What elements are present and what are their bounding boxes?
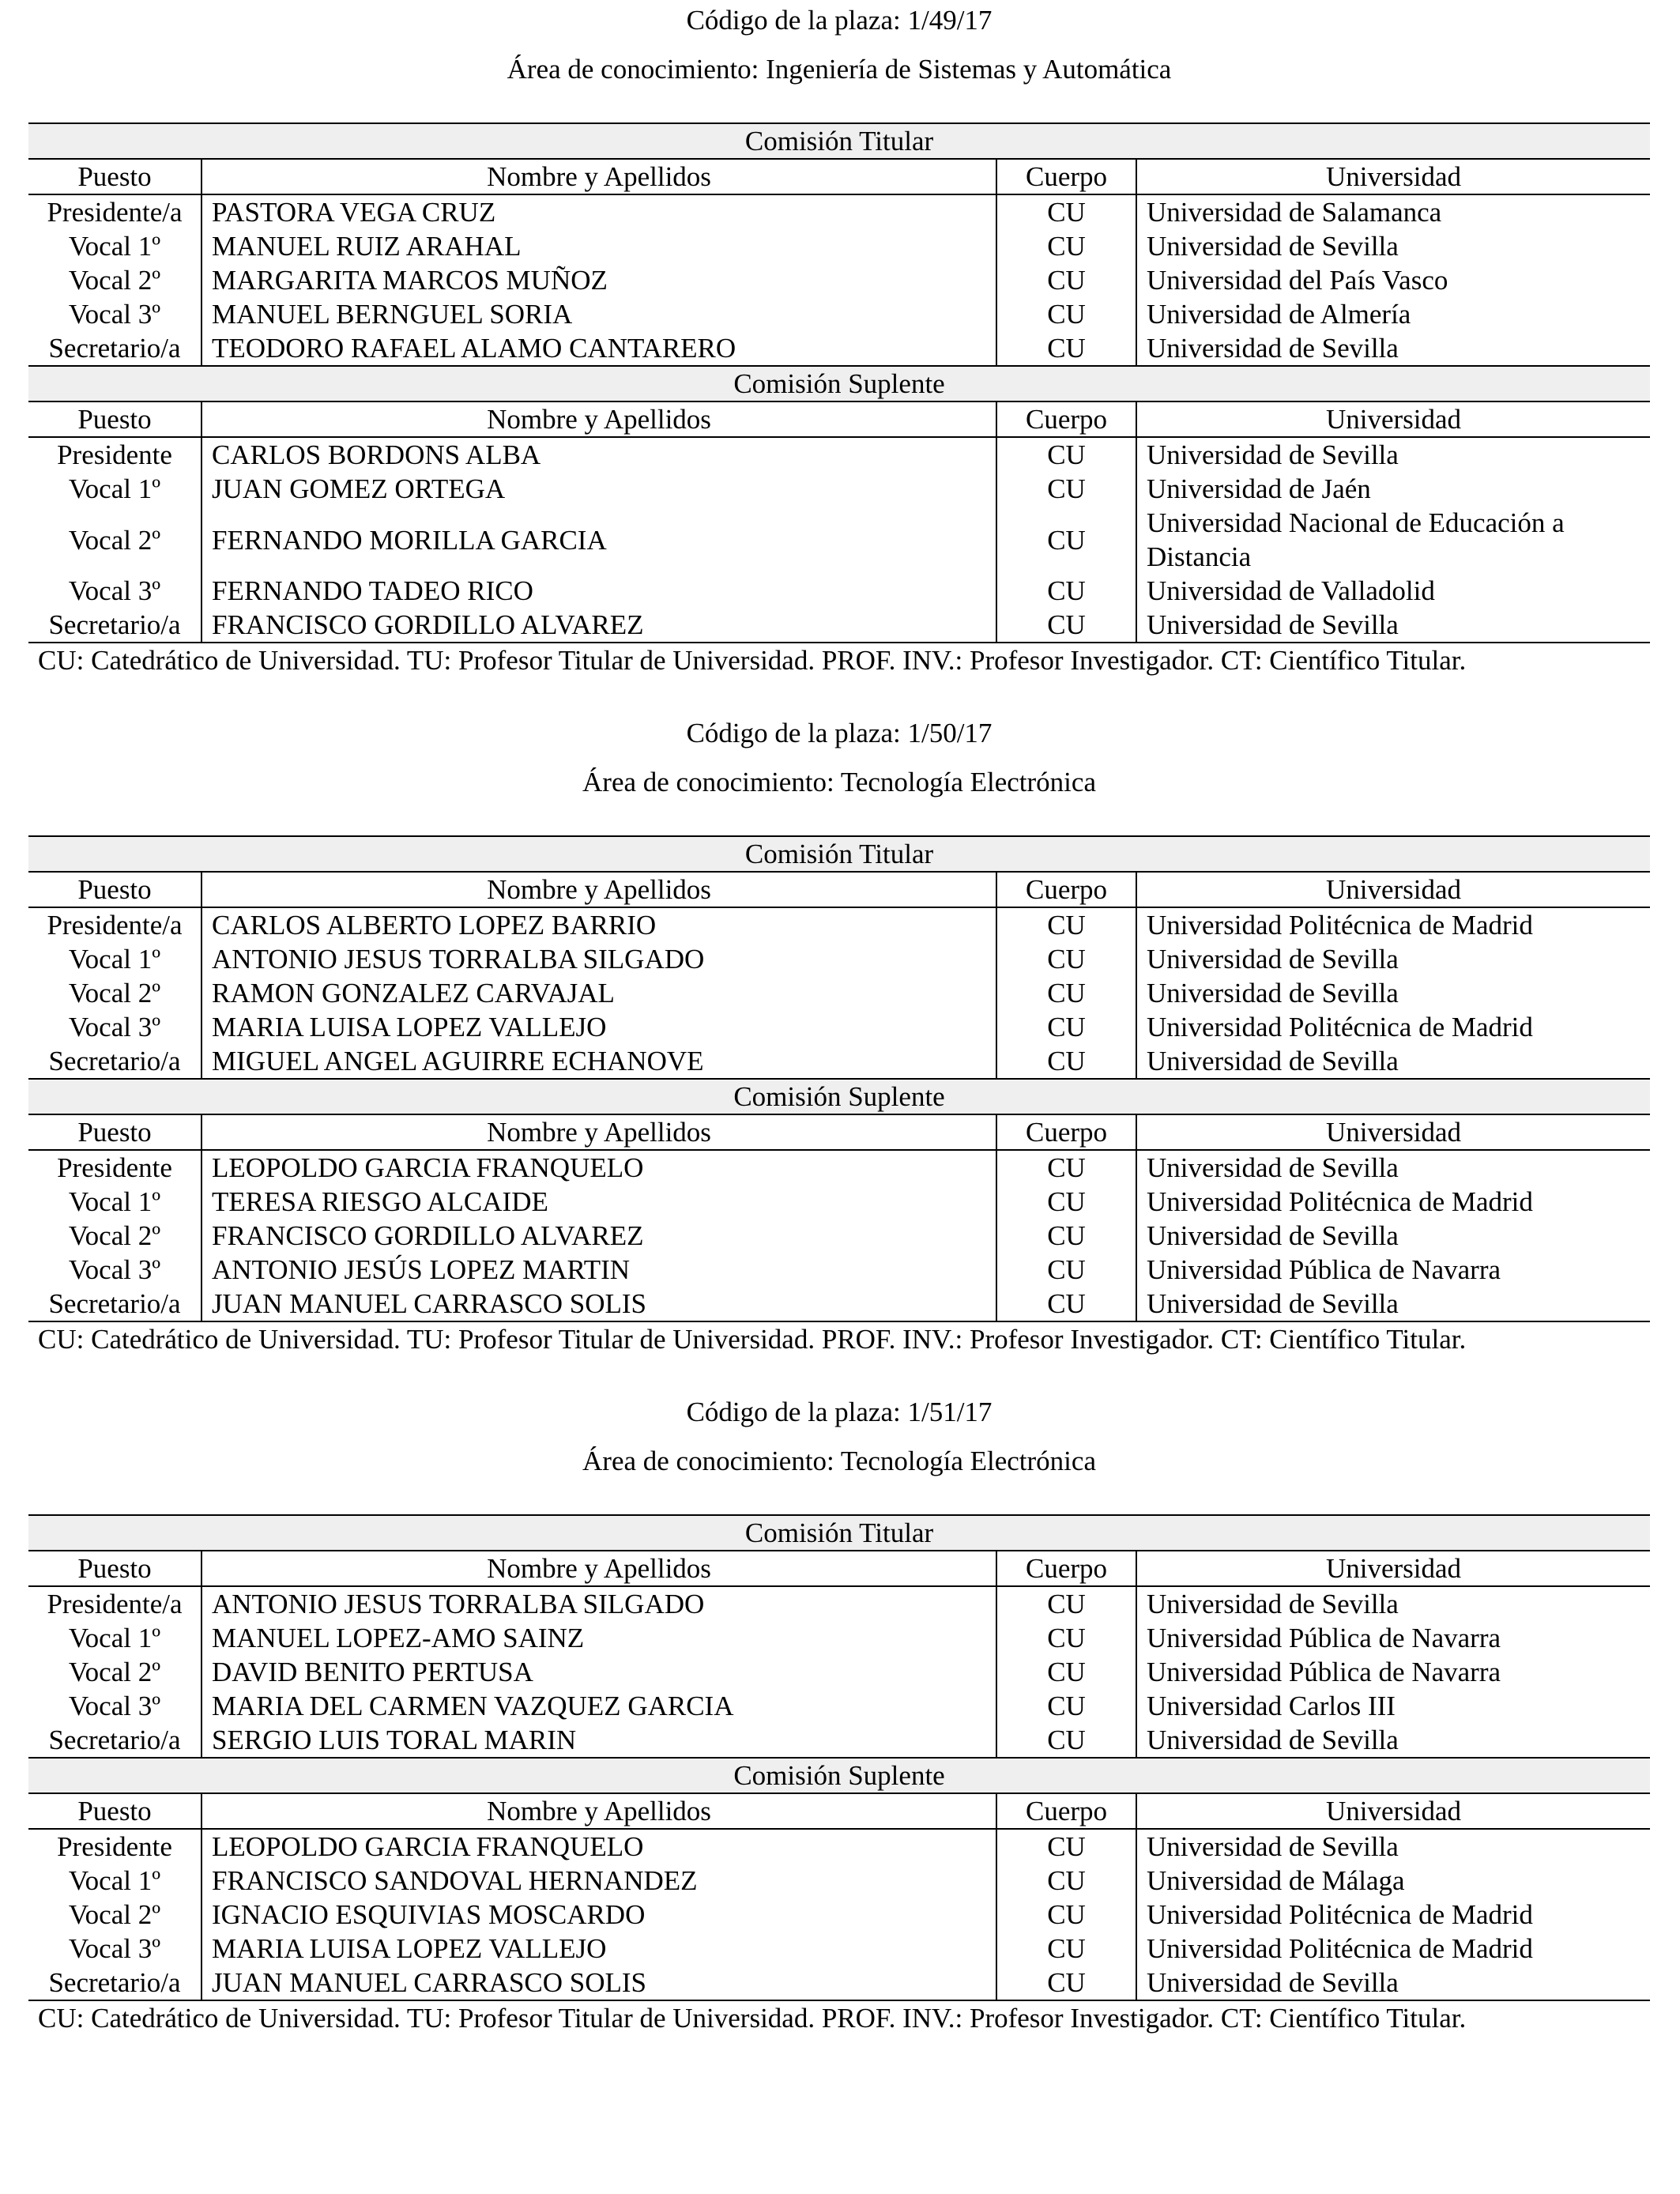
comision-suplente-band (28, 1758, 1650, 1793)
puesto-cell: Presidente (57, 439, 172, 470)
universidad-cell: Universidad de Sevilla (1136, 331, 1650, 366)
nombre-cell: SERGIO LUIS TORAL MARIN (202, 1723, 996, 1758)
nombre-cell: MANUEL LOPEZ-AMO SAINZ (202, 1621, 996, 1655)
table-header-row (28, 1793, 1650, 1829)
nombre-cell: TERESA RIESGO ALCAIDE (202, 1185, 996, 1219)
table-row (28, 1864, 1650, 1898)
universidad-cell: Universidad de Almería (1136, 297, 1650, 331)
cuerpo-cell: CU (996, 1829, 1136, 1864)
table-row (28, 437, 1650, 472)
cuerpo-cell: CU (996, 472, 1136, 506)
universidad-cell: Universidad Politécnica de Madrid (1136, 1932, 1650, 1966)
column-header: Nombre y Apellidos (202, 1793, 996, 1829)
cuerpo-cell: CU (996, 1044, 1136, 1079)
comision-suplente-band (28, 1079, 1650, 1114)
column-header: Cuerpo (996, 1551, 1136, 1586)
column-header: Universidad (1136, 1793, 1650, 1829)
cuerpo-cell: CU (996, 263, 1136, 297)
universidad-cell: Universidad Politécnica de Madrid (1136, 1010, 1650, 1044)
column-header: Cuerpo (996, 1114, 1136, 1150)
puesto-cell: Secretario/a (28, 608, 202, 643)
table-row (28, 942, 1650, 976)
comision-title: Comisión Suplente (28, 366, 1650, 401)
universidad-cell: Universidad de Sevilla (1136, 1829, 1650, 1864)
nombre-cell: MARIA LUISA LOPEZ VALLEJO (202, 1932, 996, 1966)
document (28, 0, 1650, 2036)
table-row (28, 1586, 1650, 1621)
puesto-cell: Secretario/a (28, 1723, 202, 1758)
puesto-cell: Vocal 3º (68, 1933, 161, 1964)
comision-title: Comisión Suplente (28, 1079, 1650, 1114)
universidad-cell: Universidad de Sevilla (1136, 1044, 1650, 1079)
puesto-cell: Vocal 3º (68, 1691, 161, 1721)
comision-table (28, 1514, 1650, 2001)
legend-note: CU: Catedrático de Universidad. TU: Profesor Titular de Universidad. PROF. INV.: Profesor Investigador. CT: Científico Titular. (38, 2003, 1467, 2034)
table-row (28, 1010, 1650, 1044)
nombre-cell: MARIA DEL CARMEN VAZQUEZ GARCIA (202, 1689, 996, 1723)
puesto-cell: Secretario/a (28, 331, 202, 366)
column-header: Nombre y Apellidos (202, 872, 996, 907)
table-row (28, 229, 1650, 263)
column-header: Universidad (1136, 401, 1650, 437)
puesto-cell: Vocal 3º (68, 1254, 161, 1285)
cuerpo-cell: CU (996, 1185, 1136, 1219)
cuerpo-cell: CU (996, 1655, 1136, 1689)
universidad-cell: Universidad de Sevilla (1136, 1723, 1650, 1758)
cuerpo-cell: CU (996, 506, 1136, 574)
puesto-cell: Vocal 2º (68, 1657, 161, 1687)
column-header: Nombre y Apellidos (202, 1114, 996, 1150)
puesto-cell: Presidente/a (47, 197, 183, 228)
puesto-cell: Vocal 2º (68, 524, 161, 556)
nombre-cell: ANTONIO JESUS TORRALBA SILGADO (202, 942, 996, 976)
cuerpo-cell: CU (996, 1253, 1136, 1287)
column-header: Nombre y Apellidos (202, 1551, 996, 1586)
table-row (28, 1185, 1650, 1219)
nombre-cell: CARLOS ALBERTO LOPEZ BARRIO (202, 907, 996, 942)
universidad-cell: Universidad de Sevilla (1136, 1150, 1650, 1185)
table-row (28, 1044, 1650, 1079)
comision-title: Comisión Suplente (28, 1758, 1650, 1793)
nombre-cell: JUAN MANUEL CARRASCO SOLIS (202, 1966, 996, 2000)
universidad-cell: Universidad Politécnica de Madrid (1136, 1898, 1650, 1932)
cuerpo-cell: CU (996, 574, 1136, 608)
nombre-cell: MANUEL RUIZ ARAHAL (202, 229, 996, 263)
table-row (28, 1287, 1650, 1321)
table-row (28, 506, 1650, 574)
column-header: Puesto (28, 872, 202, 907)
universidad-cell: Universidad de Málaga (1136, 1864, 1650, 1898)
nombre-cell: RAMON GONZALEZ CARVAJAL (202, 976, 996, 1010)
puesto-cell: Vocal 1º (68, 231, 161, 262)
comision-table (28, 123, 1650, 643)
table-row (28, 194, 1650, 229)
universidad-cell: Universidad de Sevilla (1136, 608, 1650, 643)
cuerpo-cell: CU (996, 1219, 1136, 1253)
table-header-row (28, 872, 1650, 907)
table-header-row (28, 401, 1650, 437)
universidad-cell: Universidad de Sevilla (1136, 229, 1650, 263)
puesto-cell: Vocal 2º (68, 265, 161, 296)
table-row (28, 472, 1650, 506)
universidad-cell: Universidad de Sevilla (1136, 942, 1650, 976)
plaza-section (28, 713, 1650, 1357)
table-row (28, 976, 1650, 1010)
puesto-cell: Vocal 2º (68, 1899, 161, 1930)
column-header: Puesto (28, 401, 202, 437)
cuerpo-cell: CU (996, 1621, 1136, 1655)
puesto-cell: Presidente (57, 1831, 172, 1862)
nombre-cell: CARLOS BORDONS ALBA (202, 437, 996, 472)
universidad-cell: Universidad de Sevilla (1136, 437, 1650, 472)
puesto-cell: Vocal 3º (68, 575, 161, 606)
column-header: Puesto (28, 1551, 202, 1586)
column-header: Cuerpo (996, 1793, 1136, 1829)
cuerpo-cell: CU (996, 608, 1136, 643)
universidad-cell: Universidad de Sevilla (1136, 1586, 1650, 1621)
area-conocimiento: Área de conocimiento: Ingeniería de Sistemas y Automática (507, 54, 1172, 85)
cuerpo-cell: CU (996, 1689, 1136, 1723)
comision-titular-band (28, 836, 1650, 872)
comision-title: Comisión Titular (28, 1515, 1650, 1551)
comision-suplente-band (28, 366, 1650, 401)
column-header: Nombre y Apellidos (202, 401, 996, 437)
puesto-cell: Vocal 1º (68, 473, 161, 504)
cuerpo-cell: CU (996, 1287, 1136, 1321)
universidad-cell: Universidad Politécnica de Madrid (1136, 907, 1650, 942)
universidad-cell: Universidad de Valladolid (1136, 574, 1650, 608)
table-row (28, 331, 1650, 366)
puesto-cell: Secretario/a (28, 1044, 202, 1079)
nombre-cell: JUAN GOMEZ ORTEGA (202, 472, 996, 506)
cuerpo-cell: CU (996, 1898, 1136, 1932)
puesto-cell: Vocal 1º (68, 944, 161, 974)
puesto-cell: Vocal 1º (68, 1623, 161, 1653)
cuerpo-cell: CU (996, 942, 1136, 976)
universidad-cell: Universidad del País Vasco (1136, 263, 1650, 297)
universidad-cell: Universidad Pública de Navarra (1136, 1253, 1650, 1287)
universidad-cell: Universidad Carlos III (1136, 1689, 1650, 1723)
nombre-cell: MANUEL BERNGUEL SORIA (202, 297, 996, 331)
table-row (28, 1150, 1650, 1185)
nombre-cell: FERNANDO TADEO RICO (202, 574, 996, 608)
column-header: Puesto (28, 1793, 202, 1829)
universidad-cell: Universidad de Salamanca (1136, 194, 1650, 229)
plaza-section (28, 1392, 1650, 2036)
column-header: Cuerpo (996, 159, 1136, 194)
nombre-cell: MARIA LUISA LOPEZ VALLEJO (202, 1010, 996, 1044)
cuerpo-cell: CU (996, 1864, 1136, 1898)
universidad-cell: Universidad de Sevilla (1136, 1287, 1650, 1321)
universidad-cell: Universidad Pública de Navarra (1136, 1621, 1650, 1655)
table-row (28, 574, 1650, 608)
universidad-cell: Universidad de Sevilla (1136, 1219, 1650, 1253)
table-header-row (28, 1114, 1650, 1150)
nombre-cell: TEODORO RAFAEL ALAMO CANTARERO (202, 331, 996, 366)
area-conocimiento: Área de conocimiento: Tecnología Electrónica (582, 1446, 1096, 1476)
codigo-plaza: Código de la plaza: 1/49/17 (686, 5, 993, 36)
table-row (28, 297, 1650, 331)
table-row (28, 1655, 1650, 1689)
puesto-cell: Vocal 1º (68, 1865, 161, 1896)
codigo-plaza: Código de la plaza: 1/50/17 (686, 718, 993, 748)
nombre-cell: ANTONIO JESÚS LOPEZ MARTIN (202, 1253, 996, 1287)
cuerpo-cell: CU (996, 1586, 1136, 1621)
plaza-section (28, 0, 1650, 678)
table-row (28, 1829, 1650, 1864)
nombre-cell: IGNACIO ESQUIVIAS MOSCARDO (202, 1898, 996, 1932)
nombre-cell: FERNANDO MORILLA GARCIA (202, 506, 996, 574)
legend-note: CU: Catedrático de Universidad. TU: Profesor Titular de Universidad. PROF. INV.: Profesor Investigador. CT: Científico Titular. (38, 1324, 1467, 1355)
cuerpo-cell: CU (996, 194, 1136, 229)
column-header: Cuerpo (996, 872, 1136, 907)
area-conocimiento: Área de conocimiento: Tecnología Electrónica (582, 767, 1096, 797)
nombre-cell: PASTORA VEGA CRUZ (202, 194, 996, 229)
nombre-cell: LEOPOLDO GARCIA FRANQUELO (202, 1150, 996, 1185)
universidad-cell: Universidad Pública de Navarra (1136, 1655, 1650, 1689)
table-row (28, 1723, 1650, 1758)
table-header-row (28, 159, 1650, 194)
cuerpo-cell: CU (996, 437, 1136, 472)
puesto-cell: Vocal 3º (68, 1012, 161, 1042)
table-row (28, 1966, 1650, 2000)
table-row (28, 1621, 1650, 1655)
puesto-cell: Vocal 2º (68, 978, 161, 1008)
puesto-cell: Presidente/a (47, 1589, 183, 1619)
puesto-cell: Presidente (57, 1152, 172, 1183)
cuerpo-cell: CU (996, 297, 1136, 331)
nombre-cell: DAVID BENITO PERTUSA (202, 1655, 996, 1689)
cuerpo-cell: CU (996, 1010, 1136, 1044)
comision-title: Comisión Titular (28, 123, 1650, 159)
nombre-cell: JUAN MANUEL CARRASCO SOLIS (202, 1287, 996, 1321)
nombre-cell: FRANCISCO GORDILLO ALVAREZ (202, 1219, 996, 1253)
table-row (28, 608, 1650, 643)
nombre-cell: ANTONIO JESUS TORRALBA SILGADO (202, 1586, 996, 1621)
table-row (28, 907, 1650, 942)
comision-table (28, 835, 1650, 1322)
table-header-row (28, 1551, 1650, 1586)
column-header: Universidad (1136, 159, 1650, 194)
nombre-cell: MARGARITA MARCOS MUÑOZ (202, 263, 996, 297)
column-header: Universidad (1136, 1114, 1650, 1150)
codigo-plaza: Código de la plaza: 1/51/17 (686, 1397, 993, 1427)
cuerpo-cell: CU (996, 1723, 1136, 1758)
table-row (28, 1898, 1650, 1932)
nombre-cell: LEOPOLDO GARCIA FRANQUELO (202, 1829, 996, 1864)
cuerpo-cell: CU (996, 907, 1136, 942)
universidad-cell: Universidad de Sevilla (1136, 976, 1650, 1010)
legend-note: CU: Catedrático de Universidad. TU: Profesor Titular de Universidad. PROF. INV.: Profesor Investigador. CT: Científico Titular. (38, 645, 1467, 676)
table-row (28, 1253, 1650, 1287)
cuerpo-cell: CU (996, 331, 1136, 366)
table-row (28, 1219, 1650, 1253)
puesto-cell: Secretario/a (28, 1287, 202, 1321)
cuerpo-cell: CU (996, 1966, 1136, 2000)
table-row (28, 1689, 1650, 1723)
puesto-cell: Presidente/a (47, 910, 183, 941)
universidad-cell: Universidad de Sevilla (1136, 1966, 1650, 2000)
comision-titular-band (28, 1515, 1650, 1551)
universidad-cell: Universidad Politécnica de Madrid (1136, 1185, 1650, 1219)
puesto-cell: Vocal 1º (68, 1186, 161, 1217)
comision-title: Comisión Titular (28, 836, 1650, 872)
table-row (28, 1932, 1650, 1966)
cuerpo-cell: CU (996, 1932, 1136, 1966)
comision-titular-band (28, 123, 1650, 159)
column-header: Universidad (1136, 1551, 1650, 1586)
nombre-cell: MIGUEL ANGEL AGUIRRE ECHANOVE (202, 1044, 996, 1079)
column-header: Puesto (28, 159, 202, 194)
table-row (28, 263, 1650, 297)
universidad-cell: Universidad Nacional de Educación a Distancia (1136, 506, 1650, 574)
column-header: Puesto (28, 1114, 202, 1150)
puesto-cell: Vocal 3º (68, 299, 161, 330)
cuerpo-cell: CU (996, 229, 1136, 263)
column-header: Universidad (1136, 872, 1650, 907)
column-header: Cuerpo (996, 401, 1136, 437)
cuerpo-cell: CU (996, 976, 1136, 1010)
nombre-cell: FRANCISCO SANDOVAL HERNANDEZ (202, 1864, 996, 1898)
nombre-cell: FRANCISCO GORDILLO ALVAREZ (202, 608, 996, 643)
column-header: Nombre y Apellidos (202, 159, 996, 194)
puesto-cell: Vocal 2º (68, 1220, 161, 1251)
puesto-cell: Secretario/a (28, 1966, 202, 2000)
universidad-cell: Universidad de Jaén (1136, 472, 1650, 506)
cuerpo-cell: CU (996, 1150, 1136, 1185)
